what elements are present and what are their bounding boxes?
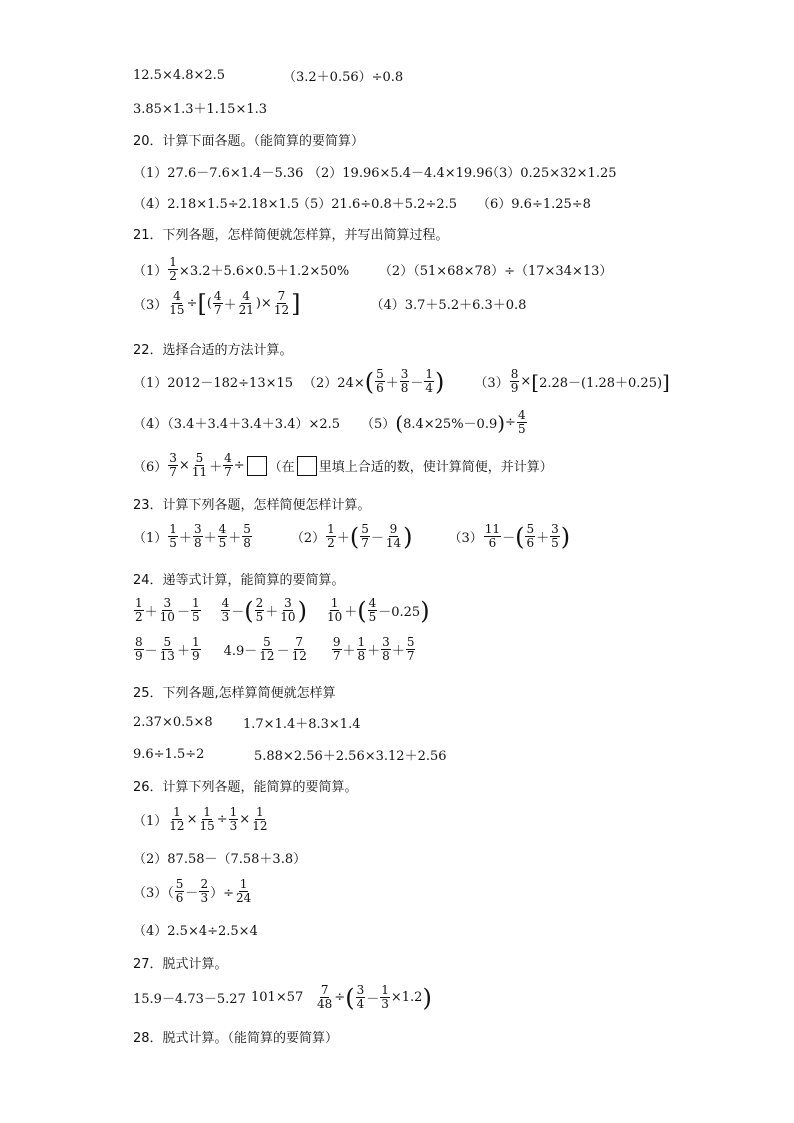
fraction: $\frac{4}{15}$ [169, 289, 185, 317]
expr-row [133, 848, 306, 867]
operator: ＋ [342, 644, 356, 659]
expression: （4）（3.4＋3.4＋3.4＋3.4）×2.5 [133, 417, 341, 432]
fraction: $\frac{1}{9}$ [191, 635, 200, 663]
operator: ＋ [223, 298, 237, 313]
operator: － [502, 531, 516, 546]
expression: 8.4×25%－0.9 [403, 417, 498, 432]
item-number: （1） [133, 814, 168, 829]
item-number: （1） [133, 531, 168, 546]
question-title: 25．下列各题,怎样算简便就怎样算 [133, 686, 336, 701]
fraction: $\frac{9}{14}$ [385, 522, 402, 550]
expr-row [133, 745, 447, 764]
expr-row [133, 162, 617, 181]
expression: 101×57 [251, 990, 304, 1005]
note-text: 里填上合适的数，使计算简便，并计算） [318, 460, 553, 475]
paren-close: ) [403, 522, 413, 551]
fraction: $\frac{4}{7}$ [213, 289, 222, 317]
expr-row [133, 984, 432, 1011]
fraction: $\frac{7}{12}$ [291, 635, 307, 663]
fraction: $\frac{7}{12}$ [273, 289, 290, 317]
expression: －0.25 [378, 605, 421, 620]
operator: ÷ [505, 415, 516, 430]
expression: 5.88×2.56＋2.56×3.12＋2.56 [254, 749, 447, 764]
expr-row [133, 66, 403, 85]
question-title: 22．选择合适的方法计算。 [133, 343, 293, 358]
fraction: $\frac{11}{6}$ [484, 522, 501, 550]
fraction: $\frac{1}{3}$ [229, 805, 238, 833]
fraction: $\frac{3}{7}$ [169, 451, 177, 479]
expr-row [133, 636, 416, 663]
operator: － [231, 605, 245, 620]
expr-row [133, 713, 360, 732]
operator: － [176, 605, 190, 620]
paren-close: ) [560, 522, 571, 551]
item-number: （6） [133, 460, 168, 475]
fraction: $\frac{4}{21}$ [238, 289, 254, 317]
fraction: $\frac{5}{7}$ [361, 522, 369, 550]
paren-open: ( [395, 410, 404, 435]
operator: ＋ [228, 531, 242, 546]
item-number: （3）（ [133, 886, 174, 901]
bracket-close: ] [662, 369, 670, 394]
fraction: $\frac{5}{7}$ [406, 635, 415, 663]
expression: （4）2.18×1.5÷2.18×1.5 [133, 197, 300, 212]
item-number: （3） [448, 531, 483, 546]
paren-close: ) [435, 367, 445, 396]
expression: （6）9.6÷1.25÷8 [477, 197, 591, 212]
fraction: $\frac{1}{15}$ [199, 805, 215, 833]
expr-row [133, 878, 253, 905]
expr-row [133, 193, 591, 212]
bracket-open: [ [197, 289, 207, 318]
expression: （4）2.5×4÷2.5×4 [133, 924, 258, 939]
operator: ＋ [536, 531, 550, 546]
expr-row [133, 806, 269, 833]
operator: × [186, 812, 198, 827]
operator: ÷ [233, 458, 245, 473]
fraction: $\frac{3}{8}$ [400, 367, 409, 395]
expression: 4.9－ [223, 644, 258, 659]
fraction: $\frac{8}{9}$ [510, 367, 519, 395]
expression: （2）19.96×5.4－4.4×19.96 [308, 166, 493, 181]
fraction: $\frac{3}{4}$ [356, 983, 365, 1011]
operator: × [520, 374, 532, 389]
fraction: $\frac{5}{12}$ [259, 635, 275, 663]
fraction: $\frac{3}{8}$ [193, 522, 202, 550]
expression: ×3.2＋5.6×0.5＋1.2×50% [178, 264, 350, 279]
operator: ＋ [391, 644, 405, 659]
operator: )× [255, 296, 272, 311]
expression: （2）24× [303, 376, 365, 391]
answer-box[interactable] [247, 456, 267, 476]
fraction: $\frac{1}{8}$ [357, 635, 366, 663]
fraction: $\frac{4}{5}$ [368, 596, 377, 624]
operator: ＋ [265, 605, 279, 620]
operator: ）÷ [210, 886, 234, 901]
item-number: （1） [133, 264, 168, 279]
paren-close: ) [422, 983, 432, 1012]
fraction: $\frac{1}{5}$ [191, 596, 200, 624]
operator: － [366, 992, 380, 1007]
expression: ×1.2 [390, 990, 423, 1005]
expression: 2.37×0.5×8 [133, 715, 213, 730]
fraction: $\frac{1}{3}$ [381, 983, 389, 1011]
expression: （3.2＋0.56）÷0.8 [283, 70, 404, 85]
operator: ＋ [367, 644, 381, 659]
operator: － [144, 644, 158, 659]
expr-row [133, 409, 528, 436]
question-title: 23．计算下列各题，怎样简便怎样计算。 [133, 498, 371, 513]
operator: ＋ [144, 605, 158, 620]
item-number: （5） [361, 417, 396, 432]
operator: ＋ [176, 644, 190, 659]
paren-close: ) [297, 596, 307, 625]
paren-close: ) [497, 410, 506, 435]
paren: ( [206, 296, 212, 311]
expression: 3.85×1.3＋1.15×1.3 [133, 102, 268, 117]
fraction: $\frac{8}{9}$ [135, 635, 143, 663]
bracket-open: [ [531, 369, 540, 394]
operator: － [410, 376, 424, 391]
question-title: 26．计算下列各题，能简算的要简算。 [133, 780, 358, 795]
fraction: $\frac{4}{7}$ [224, 451, 232, 479]
expression: （4）3.7＋5.2＋6.3＋0.8 [370, 298, 527, 313]
expression: 12.5×4.8×2.5 [133, 68, 226, 83]
paren-open: ( [345, 983, 355, 1012]
expression: （1）27.6－7.6×1.4－5.36 [133, 166, 304, 181]
operator: － [370, 531, 384, 546]
paren-open: ( [349, 522, 360, 551]
operator: ＋ [336, 531, 350, 546]
operator: ＋ [344, 605, 358, 620]
operator: ÷ [186, 296, 198, 311]
fraction: $\frac{1}{24}$ [235, 877, 252, 905]
paren-open: ( [515, 522, 525, 551]
note-text: （在 [268, 460, 295, 475]
fraction: $\frac{1}{12}$ [169, 805, 185, 833]
fraction: $\frac{2}{5}$ [255, 596, 264, 624]
fraction: $\frac{3}{10}$ [280, 596, 296, 624]
fraction: $\frac{5}{8}$ [243, 522, 251, 550]
paren-open: ( [244, 596, 254, 625]
paren-open: ( [364, 367, 375, 396]
fraction: $\frac{5}{6}$ [175, 877, 184, 905]
fraction: $\frac{9}{7}$ [332, 635, 341, 663]
fraction: $\frac{4}{5}$ [218, 522, 227, 550]
fraction: $\frac{3}{10}$ [159, 596, 175, 624]
expr-row [133, 920, 258, 939]
expr-row [133, 98, 267, 117]
fraction: $\frac{1}{2}$ [135, 596, 143, 624]
operator: × [178, 458, 190, 473]
operator: ＋ [178, 531, 192, 546]
expression: 9.6÷1.5÷2 [133, 747, 205, 762]
fraction: $\frac{5}{6}$ [376, 367, 384, 395]
operator: ÷ [334, 990, 346, 1005]
fraction: $\frac{3}{8}$ [382, 635, 390, 663]
expr-row [133, 290, 526, 317]
fraction: $\frac{1}{5}$ [169, 522, 177, 550]
fraction: $\frac{2}{3}$ [200, 877, 209, 905]
bracket-close: ] [291, 289, 301, 318]
paren-open: ( [357, 596, 367, 625]
expr-row [133, 452, 553, 479]
expression: （2）（51×68×78）÷（17×34×13） [378, 264, 613, 279]
fraction: $\frac{1}{2}$ [327, 522, 335, 550]
question-title: 28．脱式计算。（能简算的要简算） [133, 1031, 339, 1046]
fraction: $\frac{5}{13}$ [159, 635, 175, 663]
operator: × [239, 812, 251, 827]
fraction: $\frac{5}{6}$ [526, 522, 535, 550]
fraction: $\frac{4}{3}$ [221, 596, 230, 624]
paren-close: ) [420, 596, 430, 625]
fraction: $\frac{7}{48}$ [317, 983, 333, 1011]
fraction: $\frac{1}{2}$ [169, 255, 177, 283]
expr-row [133, 368, 670, 395]
expression: （1）2012－182÷13×15 [133, 376, 294, 391]
question-title: 24．递等式计算，能简算的要简算。 [133, 573, 345, 588]
expr-row [133, 523, 570, 550]
answer-box-icon [297, 456, 317, 476]
expr-row [133, 597, 430, 624]
expression: 15.9－4.73－5.27 [133, 992, 246, 1007]
operator: － [185, 886, 199, 901]
item-number: （3） [474, 376, 509, 391]
fraction: $\frac{3}{5}$ [551, 522, 559, 550]
expression: 1.7×1.4＋8.3×1.4 [243, 717, 361, 732]
operator: ＋ [203, 531, 217, 546]
operator: ＋ [209, 460, 223, 475]
fraction: $\frac{1}{10}$ [326, 596, 343, 624]
expression: （2）87.58－（7.58＋3.8） [133, 852, 307, 867]
fraction: $\frac{1}{4}$ [425, 367, 434, 395]
item-number: （2） [290, 531, 326, 546]
expression: （5）21.6÷0.8＋5.2÷2.5 [297, 197, 458, 212]
fraction: $\frac{4}{5}$ [517, 408, 526, 436]
item-number: （3） [133, 298, 168, 313]
expression: （3）0.25×32×1.25 [486, 166, 617, 181]
expression: 2.28－(1.28＋0.25) [539, 376, 663, 391]
fraction: $\frac{5}{11}$ [191, 451, 208, 479]
operator: － [276, 644, 290, 659]
operator: ＋ [385, 376, 399, 391]
expr-row [133, 256, 612, 283]
question-title: 27．脱式计算。 [133, 957, 228, 972]
question-title: 20．计算下面各题。（能简算的要简算） [133, 134, 365, 149]
fraction: $\frac{1}{12}$ [252, 805, 268, 833]
question-title: 21．下列各题，怎样简便就怎样算，并写出简算过程。 [133, 228, 449, 243]
operator: ÷ [216, 812, 228, 827]
